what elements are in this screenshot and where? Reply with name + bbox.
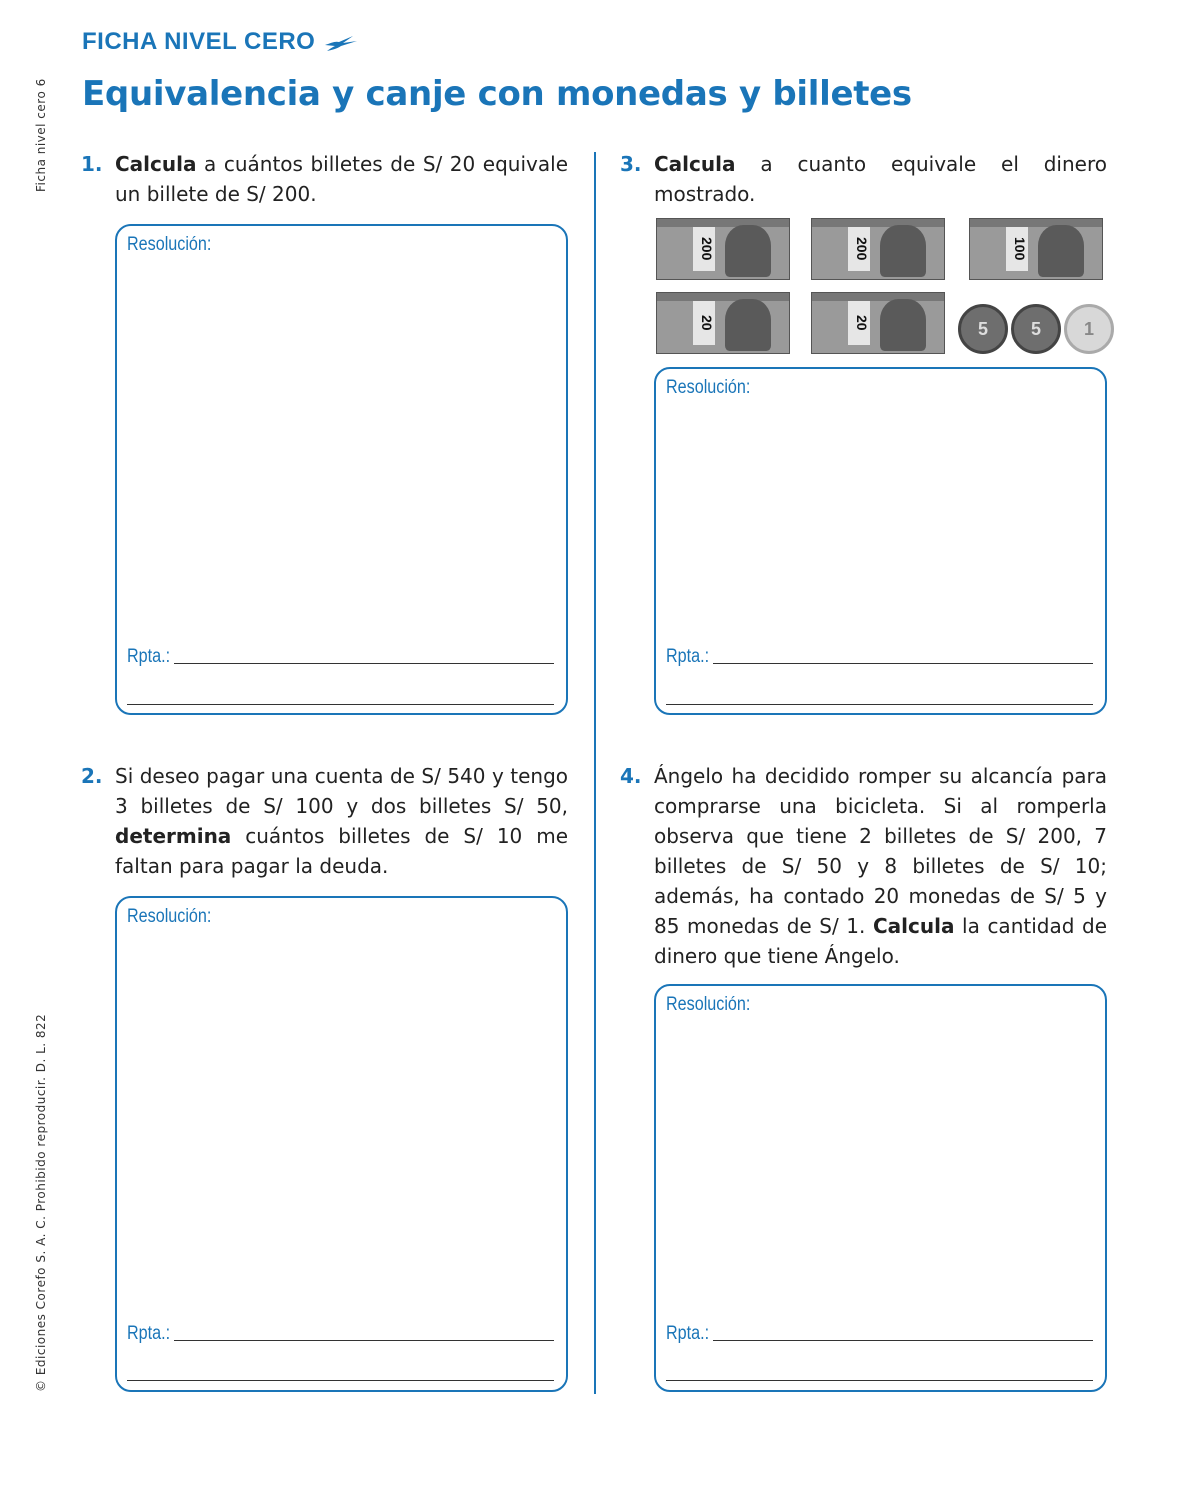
answer-box-3[interactable] — [654, 367, 1107, 715]
coin-1: 1 — [1064, 304, 1114, 354]
answer-row — [127, 1323, 554, 1345]
problem-text: Ángelo ha decidido romper su alcancía para comprarse una bicicleta. Si al romperla observa que tiene 2 billetes de S/ 200, 7 billetes de S/ 50 y 8 billetes de S/ 10; además, ha contado 20 monedas de S/ 5 y 85 monedas de S/ 1. — [654, 764, 1107, 938]
coin-5: 5 — [1011, 304, 1061, 354]
problem-1 — [81, 149, 568, 209]
answer-line-2[interactable] — [127, 1380, 554, 1381]
answer-line-2[interactable] — [666, 1380, 1093, 1381]
resolution-label: Resolución: — [127, 906, 212, 927]
answer-row — [666, 646, 1093, 668]
answer-label: Rpta.: — [666, 646, 710, 667]
problem-text: a cuántos billetes de S/ 20 equivale un billete de S/ 200. — [115, 152, 568, 206]
bird-icon — [323, 31, 359, 53]
answer-label: Rpta.: — [127, 1323, 171, 1344]
column-divider — [594, 152, 596, 1394]
sidebar-top-text: Ficha nivel cero 6 — [34, 78, 48, 192]
answer-box-4[interactable] — [654, 984, 1107, 1392]
coin-5: 5 — [958, 304, 1008, 354]
answer-line[interactable] — [174, 662, 554, 664]
sidebar-copyright-text: © Ediciones Corefo S. A. C. Prohibido reproducir. D. L. 822 — [34, 1013, 48, 1392]
bill-200: 200 — [811, 218, 945, 280]
resolution-label: Resolución: — [127, 234, 212, 255]
answer-line[interactable] — [174, 1339, 554, 1341]
answer-line[interactable] — [713, 1339, 1093, 1341]
answer-line-2[interactable] — [127, 704, 554, 705]
answer-row — [127, 646, 554, 668]
problem-3 — [620, 149, 1107, 209]
problem-verb: Calcula — [115, 152, 197, 176]
resolution-label: Resolución: — [666, 377, 751, 398]
problem-text: Si deseo pagar una cuenta de S/ 540 y tengo 3 billetes de S/ 100 y dos billetes S/ 50, — [115, 764, 568, 818]
problem-text: la cantidad de dinero que tiene Ángelo. — [654, 914, 1107, 968]
problem-text: cuántos billetes de S/ 10 me faltan para pagar la deuda. — [115, 824, 568, 878]
section-label — [82, 28, 359, 56]
problem-2 — [81, 761, 568, 881]
problem-number: 3. — [620, 152, 642, 176]
bill-20: 20 — [811, 292, 945, 354]
problem-number: 2. — [81, 764, 103, 788]
problem-4 — [620, 761, 1107, 971]
page-title: Equivalencia y canje con monedas y billetes — [82, 74, 912, 114]
answer-line[interactable] — [713, 662, 1093, 664]
bill-20: 20 — [656, 292, 790, 354]
money-illustration — [656, 216, 1108, 358]
section-label-text: FICHA NIVEL CERO — [82, 28, 316, 55]
resolution-label: Resolución: — [666, 994, 751, 1015]
answer-label: Rpta.: — [127, 646, 171, 667]
problem-verb: determina — [115, 824, 232, 848]
problem-verb: Calcula — [654, 152, 736, 176]
bill-200: 200 — [656, 218, 790, 280]
answer-box-2[interactable] — [115, 896, 568, 1392]
problem-number: 1. — [81, 152, 103, 176]
bill-100: 100 — [969, 218, 1103, 280]
problem-text: a cuanto equivale el dinero mostrado. — [654, 152, 1107, 206]
answer-line-2[interactable] — [666, 704, 1093, 705]
problem-verb: Calcula — [872, 914, 955, 938]
answer-label: Rpta.: — [666, 1323, 710, 1344]
answer-row — [666, 1323, 1093, 1345]
answer-box-1[interactable] — [115, 224, 568, 715]
problem-number: 4. — [620, 764, 642, 788]
